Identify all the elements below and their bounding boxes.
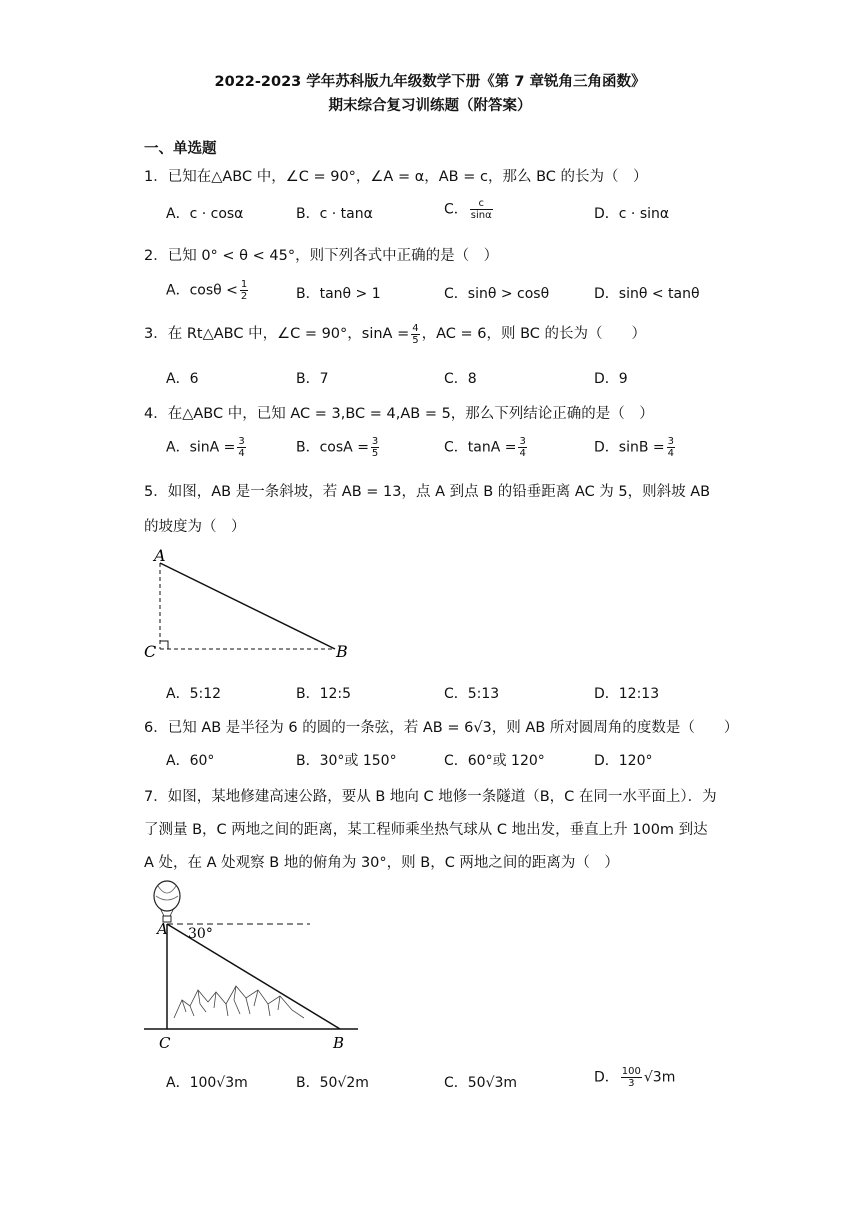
question-5-option-a: A．5:12: [166, 686, 222, 702]
question-7-option-b: B．50√2m: [296, 1075, 369, 1091]
question-4-option-b-label: B．cosA =: [296, 439, 369, 456]
question-6-option-b: B．30°或 150°: [296, 753, 397, 769]
question-3-option-d: D．9: [594, 371, 628, 387]
label-a: A: [157, 920, 168, 938]
question-4-option-b-fraction: $\frac{3}{5}$: [371, 436, 379, 459]
question-5-option-c: C．5:13: [444, 686, 500, 702]
question-7-option-d: [594, 1066, 675, 1089]
question-7-option-c: C．50√3m: [444, 1075, 518, 1091]
question-4-option-a: [166, 436, 248, 459]
question-4-option-c-label: C．tanA =: [444, 439, 517, 456]
question-4-option-d-fraction: $\frac{3}{4}$: [667, 436, 674, 459]
question-5-option-b: B．12:5: [296, 686, 352, 702]
label-c: C: [159, 1034, 171, 1052]
question-7-stem-line3: A 处，在 A 处观察 B 地的俯角为 30°，则 B，C 两地之间的距离为（ ）: [144, 855, 619, 871]
question-7-option-d-fraction: $\frac{100}{3}$: [621, 1066, 641, 1089]
question-2-option-c: C．sinθ > cosθ: [444, 286, 550, 302]
question-4-option-d: [594, 436, 677, 459]
question-3-stem: [144, 322, 646, 346]
mountains-illustration: [174, 986, 304, 1018]
question-7-option-d-tail: √3m: [643, 1069, 676, 1086]
question-6-option-d: D．120°: [594, 753, 653, 769]
question-1-option-b: B．c · tanα: [296, 206, 373, 222]
question-4-option-a-label: A．sinA =: [166, 439, 236, 456]
question-3-stem-a: 3．在 Rt△ABC 中，∠C = 90°，sinA =: [144, 326, 410, 342]
question-3-option-a: A．6: [166, 371, 199, 387]
question-3-option-c: C．8: [444, 371, 477, 387]
question-2-option-d: D．sinθ < tanθ: [594, 286, 700, 302]
question-4-option-b: [296, 436, 381, 459]
question-4-option-c-fraction: $\frac{3}{4}$: [519, 436, 526, 459]
section-heading: 一、单选题: [144, 141, 217, 157]
label-c: C: [144, 642, 157, 661]
question-3-fraction: $\frac{4}{5}$: [412, 322, 419, 346]
question-2-option-a: [166, 279, 250, 302]
question-6-stem: 6．已知 AB 是半径为 6 的圆的一条弦，若 AB = 6√3，则 AB 所对圆周角的度数是（ ）: [144, 720, 739, 736]
right-angle-mark: [160, 641, 168, 649]
question-2-option-b: B．tanθ > 1: [296, 286, 381, 302]
angle-label: 30°: [188, 926, 213, 942]
question-4-option-d-label: D．sinB =: [594, 439, 665, 456]
question-7-stem-line2: 了测量 B，C 两地之间的距离，某工程师乘坐热气球从 C 地出发，垂直上升 100m 到达: [144, 822, 708, 838]
question-4-stem: 4．在△ABC 中，已知 AC = 3,BC = 4,AB = 5，那么下列结论正确的是（ ）: [144, 406, 654, 422]
slope-ab-line: [160, 563, 335, 649]
question-7-option-a: A．100√3m: [166, 1075, 248, 1091]
question-7-stem-line1: 7．如图，某地修建高速公路，要从 B 地向 C 地修一条隧道（B，C 在同一水平面上）．为: [144, 789, 717, 805]
question-5-option-d: D．12:13: [594, 686, 660, 702]
slope-figure: [140, 545, 360, 665]
question-6-option-a: A．60°: [166, 753, 215, 769]
question-1-option-d: D．c · sinα: [594, 206, 670, 222]
question-1-stem: 1．已知在△ABC 中，∠C = 90°，∠A = α，AB = c，那么 BC 的长为（ ）: [144, 169, 648, 185]
label-b: B: [333, 1034, 345, 1052]
question-2-option-a-fraction: $\frac{1}{2}$: [240, 279, 248, 302]
label-a: A: [154, 546, 166, 565]
question-3-option-b: B．7: [296, 371, 329, 387]
question-6-option-c: C．60°或 120°: [444, 753, 545, 769]
question-3-stem-b: ，AC = 6，则 BC 的长为（ ）: [421, 326, 647, 342]
document-title-line2: 期末综合复习训练题（附答案）: [328, 98, 532, 114]
question-1-option-a: A．c · cosα: [166, 206, 244, 222]
balloon-figure: [140, 878, 365, 1053]
question-5-stem-line1: 5．如图，AB 是一条斜坡，若 AB = 13，点 A 到点 B 的铅垂距离 AC 为 5，则斜坡 AB: [144, 484, 711, 500]
document-title-line1: 2022-2023 学年苏科版九年级数学下册《第 7 章锐角三角函数》: [214, 74, 646, 90]
question-4-option-c: [444, 436, 529, 459]
label-b: B: [336, 642, 348, 661]
question-1-option-c-fraction: $\frac{c}{\sin\alpha}$: [470, 198, 492, 221]
question-5-stem-line2: 的坡度为（ ）: [144, 519, 246, 535]
hot-air-balloon-icon: [154, 881, 180, 922]
question-7-option-d-label: D．: [594, 1069, 619, 1086]
question-1-option-c-label: C．: [444, 201, 468, 218]
question-1-option-c: [444, 198, 495, 221]
question-4-option-a-fraction: $\frac{3}{4}$: [238, 436, 245, 459]
question-2-option-a-label: A．cosθ <: [166, 282, 238, 299]
question-2-stem: 2．已知 0° < θ < 45°，则下列各式中正确的是（ ）: [144, 248, 499, 264]
